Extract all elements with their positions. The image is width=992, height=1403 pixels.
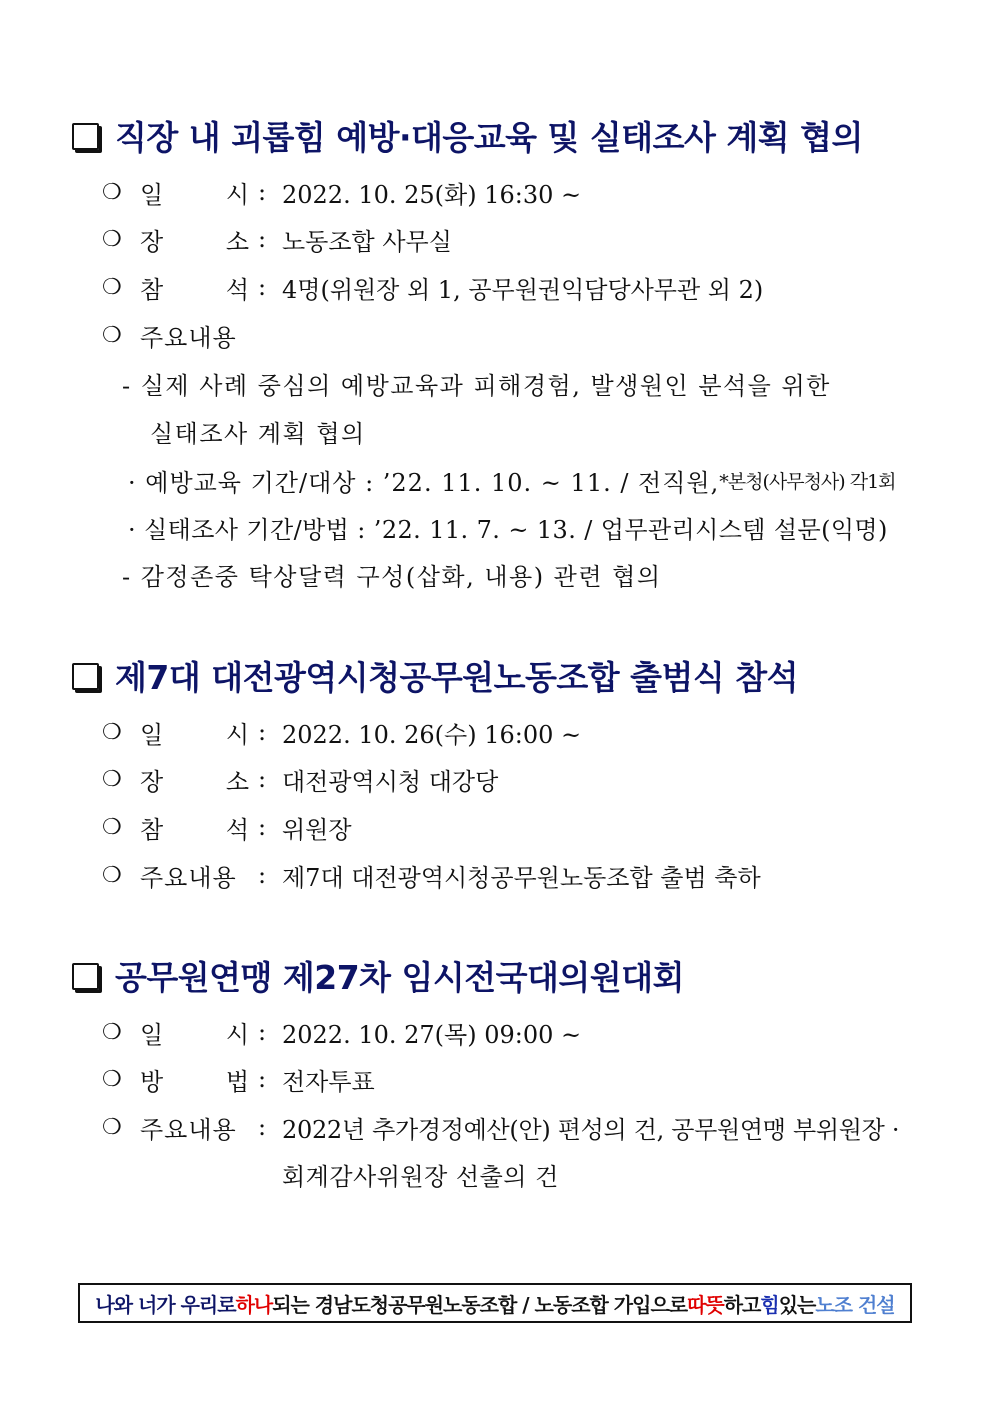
row-colon: : (258, 178, 267, 206)
row-colon: : (258, 765, 267, 793)
row-label: 참 석 (140, 275, 250, 304)
circle-bullet-icon: ❍ (102, 274, 122, 300)
circle-bullet-icon: ❍ (102, 814, 122, 840)
row-colon: : (258, 1113, 267, 1141)
circle-bullet-icon: ❍ (102, 766, 122, 792)
row-value: 위원장 (282, 815, 352, 844)
circle-bullet-icon: ❍ (102, 226, 122, 252)
info-row-date (102, 1015, 581, 1049)
circle-bullet-icon: ❍ (102, 719, 122, 745)
detail-line-survey: · 실태조사 기간/방법 : ’22. 11. 7. ~ 13. / 업무관리시스템 설문(익명) (128, 515, 888, 544)
row-value: 노동조합 사무실 (282, 227, 452, 256)
row-label: 주요내용 (140, 1115, 237, 1144)
section-title-text: 직장 내 괴롭힘 예방·대응교육 및 실태조사 계획 협의 (115, 117, 863, 157)
row-value: 2022년 추가경정예산(안) 편성의 건, 공무원연맹 부위원장 · (282, 1115, 900, 1144)
row-colon: : (258, 813, 267, 841)
circle-bullet-icon: ❍ (102, 179, 122, 205)
circle-bullet-icon: ❍ (102, 1019, 122, 1045)
row-colon: : (258, 273, 267, 301)
checkbox-square-icon (72, 123, 99, 150)
footer-slogan-part: 있는 (778, 1292, 816, 1317)
footer-slogan-part: 나와 너가 우리로 (95, 1292, 236, 1317)
detail-line: - 감정존중 탁상달력 구성(삽화, 내용) 관련 협의 (122, 562, 662, 591)
row-value: 4명(위원장 외 1, 공무원권익담당사무관 외 2) (282, 275, 764, 304)
checkbox-square-icon (72, 963, 99, 990)
row-label: 참 석 (140, 815, 250, 844)
row-label: 주요내용 (140, 863, 237, 892)
row-label: 일 시 (140, 1020, 250, 1049)
info-row-main-content (102, 1110, 899, 1144)
row-colon: : (258, 718, 267, 746)
row-colon: : (258, 1018, 267, 1046)
circle-bullet-icon: ❍ (102, 322, 122, 348)
footer-slogan-part: 되는 경남도청공무원노동조합 / 노동조합 가입으로 (272, 1292, 688, 1317)
row-colon: : (258, 225, 267, 253)
detail-line: 실태조사 계획 협의 (150, 419, 366, 448)
circle-bullet-icon: ❍ (102, 862, 122, 888)
row-value: 2022. 10. 25(화) 16:30 ~ (282, 180, 582, 209)
section-title-1 (72, 115, 863, 155)
footer-slogan-part: 힘 (760, 1292, 779, 1317)
checkbox-square-icon (72, 663, 99, 690)
footer-slogan-part: 하고 (723, 1292, 761, 1317)
row-colon: : (258, 861, 267, 889)
circle-bullet-icon: ❍ (102, 1114, 122, 1140)
info-row-method (102, 1062, 375, 1096)
row-label: 일 시 (140, 180, 250, 209)
info-row-attendees (102, 810, 352, 844)
circle-bullet-icon: ❍ (102, 1066, 122, 1092)
section-title-2 (72, 655, 798, 695)
section-title-3 (72, 955, 684, 995)
section-title-text: 공무원연맹 제27차 임시전국대의원대회 (115, 957, 684, 997)
info-row-main-content (102, 318, 258, 352)
row-label: 일 시 (140, 720, 250, 749)
footer-slogan-part: 노조 건설 (815, 1292, 895, 1317)
row-value: 대전광역시청 대강당 (282, 767, 499, 796)
footer-slogan-part: 따뜻 (687, 1292, 724, 1317)
footer-slogan-part: 하나 (235, 1292, 273, 1317)
info-row-date (102, 175, 581, 209)
row-value: 제7대 대전광역시청공무원노동조합 출범 축하 (282, 863, 761, 892)
footer-slogan-banner (78, 1283, 912, 1323)
row-value-continuation: 회계감사위원장 선출의 건 (282, 1162, 559, 1191)
detail-line: - 실제 사례 중심의 예방교육과 피해경험, 발생원인 분석을 위한 (122, 371, 831, 400)
section-title-text: 제7대 대전광역시청공무원노동조합 출범식 참석 (115, 657, 798, 697)
row-label: 방 법 (140, 1067, 250, 1096)
row-colon: : (258, 1065, 267, 1093)
info-row-date (102, 715, 581, 749)
detail-note: *본청(사무청사) 각1회 (719, 470, 896, 493)
row-value: 2022. 10. 26(수) 16:00 ~ (282, 720, 582, 749)
row-value: 2022. 10. 27(목) 09:00 ~ (282, 1020, 582, 1049)
detail-line-education: · 예방교육 기간/대상 : ’22. 11. 10. ~ 11. / 전직원, *본청(사무청사) 각1회 (128, 468, 896, 497)
row-label: 장 소 (140, 767, 250, 796)
row-label: 주요내용 (140, 323, 237, 352)
info-row-attendees (102, 270, 763, 304)
row-value: 전자투표 (282, 1067, 375, 1096)
row-label: 장 소 (140, 227, 250, 256)
info-row-place (102, 762, 498, 796)
info-row-main-content (102, 858, 761, 892)
info-row-place (102, 222, 452, 256)
